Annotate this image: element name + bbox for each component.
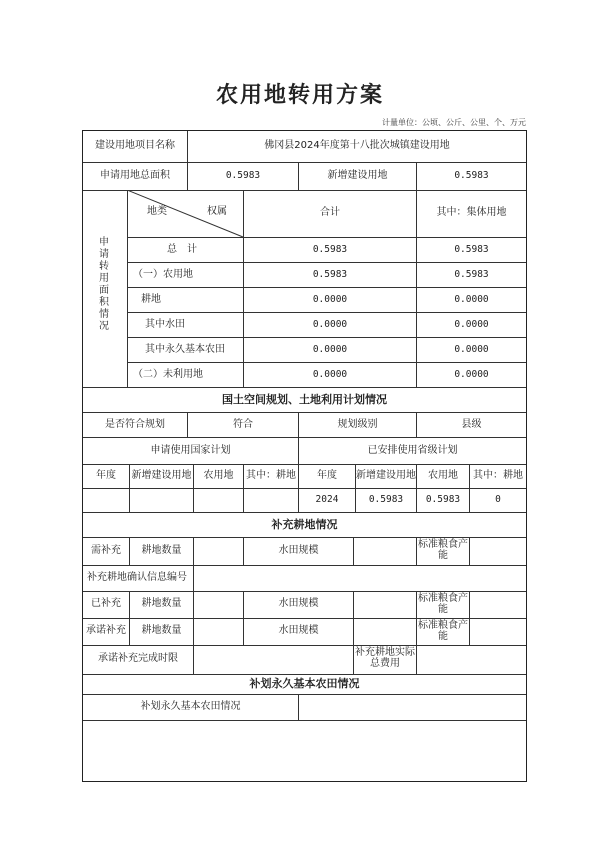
confirm-code-label: 补充耕地确认信息编号 (87, 572, 187, 583)
project-label: 建设用地项目名称 (95, 140, 175, 151)
plan-col-arable-1: 其中：耕地 (246, 470, 296, 481)
farmland-label: 补划永久基本农田情况 (140, 701, 241, 712)
plan-new-value: 0.5983 (368, 494, 404, 505)
form-table (82, 130, 527, 782)
promised-arable-qty: 耕地数量 (141, 625, 182, 636)
plan-year-value: 2024 (315, 494, 339, 505)
plan-col-agri-1: 农用地 (203, 470, 234, 481)
plan-col-arable-2: 其中：耕地 (473, 470, 523, 481)
done-arable-qty: 耕地数量 (141, 598, 182, 609)
need-paddy-scale: 水田规模 (278, 545, 319, 556)
new-construction-label: 新增建设用地 (327, 170, 388, 181)
row-unused-label: （二）未利用地 (133, 369, 203, 380)
done-paddy-scale: 水田规模 (278, 598, 319, 609)
done-label: 已补充 (91, 598, 121, 609)
planning-section-title: 国土空间规划、土地利用计划情况 (222, 393, 387, 406)
row-agri-total: 0.5983 (312, 269, 348, 280)
col-total: 合计 (320, 207, 340, 218)
row-agri-collective: 0.5983 (454, 269, 489, 280)
provincial-plan-label: 已安排使用省级计划 (367, 445, 458, 456)
row-arable-total: 0.0000 (312, 294, 348, 305)
plan-col-new-1: 新增建设用地 (131, 470, 192, 481)
level-value: 县级 (461, 419, 482, 430)
done-grain-capacity: 标准粮食产能 (418, 593, 468, 615)
header-owner: 权属 (207, 206, 227, 217)
area-total-value: 0.5983 (225, 170, 261, 181)
plan-col-new-2: 新增建设用地 (356, 470, 416, 481)
promised-label: 承诺补充 (86, 625, 126, 636)
conform-value: 符合 (233, 419, 253, 430)
plan-agri-value: 0.5983 (425, 494, 461, 505)
col-collective: 其中：集体用地 (436, 207, 507, 218)
row-permanent-total: 0.0000 (312, 344, 348, 355)
header-type: 地类 (147, 206, 167, 217)
conform-label: 是否符合规划 (105, 419, 165, 430)
unit-note: 计量单位：公顷、公斤、公里、个、万元 (382, 118, 526, 127)
area-total-label: 申请用地总面积 (100, 170, 170, 181)
plan-col-agri-2: 农用地 (428, 470, 458, 481)
row-unused-collective: 0.0000 (454, 369, 489, 380)
promised-grain-capacity: 标准粮食产能 (418, 620, 468, 642)
need-grain-capacity: 标准粮食产能 (418, 539, 468, 561)
apply-side-label: 申请转用面积情况 (99, 237, 109, 332)
promised-paddy-scale: 水田规模 (278, 625, 319, 636)
row-paddy-total: 0.0000 (312, 319, 348, 330)
row-total-label: 总 计 (167, 244, 197, 255)
deadline-label: 承诺补充完成时限 (98, 653, 178, 664)
row-paddy-label: 其中水田 (145, 319, 185, 330)
row-total-total: 0.5983 (312, 244, 348, 255)
need-arable-qty: 耕地数量 (141, 545, 182, 556)
row-agri-label: （一）农用地 (133, 269, 193, 280)
plan-arable-value: 0 (495, 494, 501, 505)
row-permanent-label: 其中永久基本农田 (145, 344, 225, 355)
level-label: 规划级别 (337, 419, 378, 430)
farmland-section-title: 补划永久基本农田情况 (249, 677, 360, 690)
supplement-section-title: 补充耕地情况 (271, 518, 338, 531)
row-arable-collective: 0.0000 (454, 294, 489, 305)
row-paddy-collective: 0.0000 (454, 319, 489, 330)
row-arable-label: 耕地 (141, 294, 161, 305)
actual-cost-label: 补充耕地实际总费用 (355, 647, 415, 669)
row-permanent-collective: 0.0000 (454, 344, 489, 355)
new-construction-value: 0.5983 (454, 170, 489, 181)
need-label: 需补充 (91, 545, 121, 556)
plan-col-year-2: 年度 (317, 470, 337, 481)
row-total-collective: 0.5983 (454, 244, 489, 255)
project-value: 佛冈县2024年度第十八批次城镇建设用地 (264, 140, 450, 151)
row-unused-total: 0.0000 (312, 369, 348, 380)
plan-col-year-1: 年度 (96, 470, 116, 481)
national-plan-label: 申请使用国家计划 (150, 445, 231, 456)
page-title: 农用地转用方案 (215, 82, 384, 108)
